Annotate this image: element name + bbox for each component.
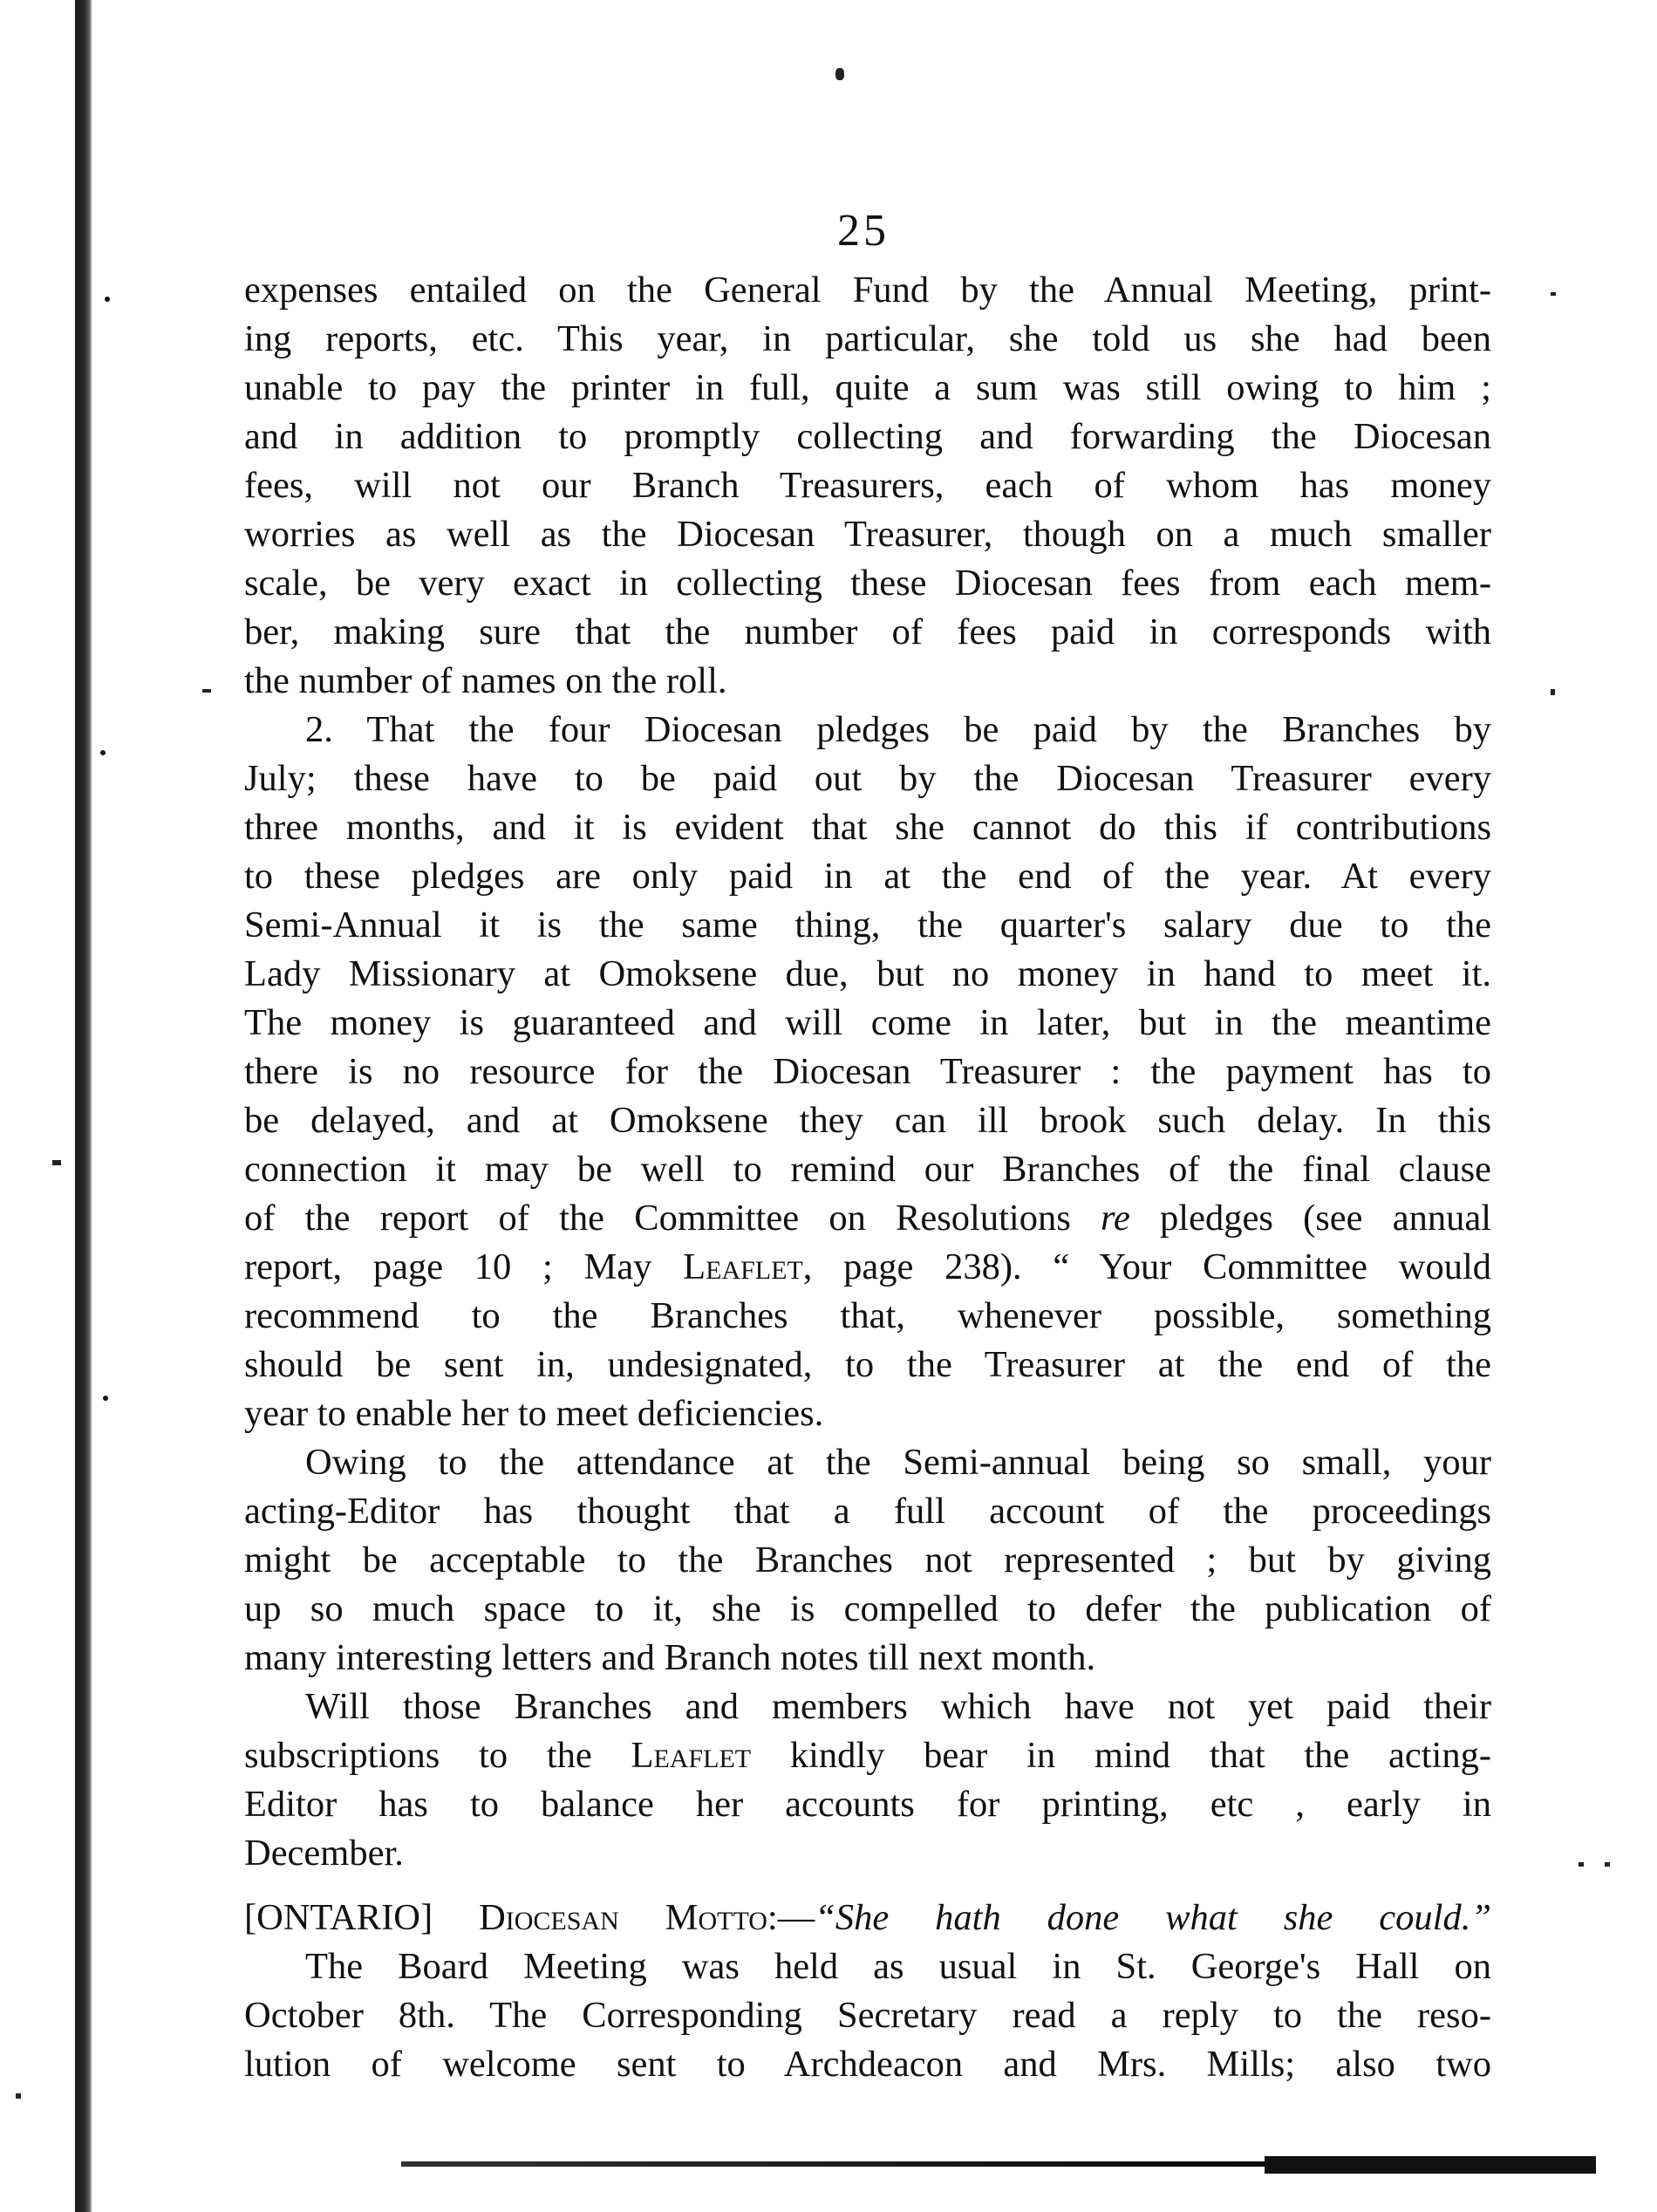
motto-heading xyxy=(244,1894,1491,1942)
scan-speck xyxy=(105,297,110,302)
text-line: worries as well as the Diocesan Treasurer, though on a much smaller xyxy=(244,514,1491,555)
text-line: connection it may be well to remind our Branches of the final clause xyxy=(244,1149,1491,1190)
text-line: should be sent in, undesignated, to the Treasurer at the end of the xyxy=(244,1344,1491,1385)
diocese-label: [ONTARIO] xyxy=(244,1897,433,1938)
text-line: might be acceptable to the Branches not represented ; but by giving xyxy=(244,1540,1491,1580)
bottom-scan-shadow xyxy=(1265,2156,1596,2174)
italic-re: re xyxy=(1101,1198,1130,1239)
text-line: The money is guaranteed and will come in later, but in the meantime xyxy=(244,1002,1491,1043)
text-fragment: of the report of the Committee on Resolutions xyxy=(244,1198,1071,1239)
leaflet-smallcaps: Leaflet xyxy=(631,1735,752,1776)
paragraph-gap xyxy=(244,1878,1491,1894)
text-fragment: report, page 10 ; May xyxy=(244,1246,652,1287)
body-text xyxy=(244,266,1491,2089)
margin-mark xyxy=(52,1160,61,1165)
text-fragment: pledges (see annual xyxy=(1129,1198,1492,1239)
motto-label: Diocesan Motto:— xyxy=(479,1897,815,1938)
page-number: 25 xyxy=(837,206,890,256)
text-line: ing reports, etc. This year, in particular, she told us she had been xyxy=(244,318,1491,359)
text-line: up so much space to it, she is compelled to defer the publication of xyxy=(244,1588,1491,1629)
text-line: The Board Meeting was held as usual in St. George's Hall on xyxy=(305,1946,1491,1987)
text-line: Lady Missionary at Omoksene due, but no money in hand to meet it. xyxy=(244,953,1491,994)
text-line: and in addition to promptly collecting and forwarding the Diocesan xyxy=(244,416,1491,457)
text-line: Editor has to balance her accounts for printing, etc , early in xyxy=(244,1784,1491,1825)
scan-mark-top xyxy=(835,68,844,80)
text-line: there is no resource for the Diocesan Treasurer : the payment has to xyxy=(244,1051,1491,1092)
text-line: be delayed, and at Omoksene they can ill brook such delay. In this xyxy=(244,1100,1491,1141)
text-line: the number of names on the roll. xyxy=(244,660,727,701)
text-line: Owing to the attendance at the Semi-annual being so small, your xyxy=(305,1442,1491,1483)
text-line: recommend to the Branches that, whenever possible, something xyxy=(244,1295,1491,1336)
text-line: three months, and it is evident that she cannot do this if contributions xyxy=(244,807,1491,848)
margin-mark xyxy=(16,2093,21,2099)
scan-speck xyxy=(103,1396,108,1401)
leaflet-smallcaps: Leaflet xyxy=(683,1246,803,1287)
text-line: 2. That the four Diocesan pledges be paid by the Branches by xyxy=(305,709,1491,750)
margin-mark xyxy=(1551,292,1556,296)
text-line: to these pledges are only paid in at the end of the year. At every xyxy=(244,856,1491,897)
text-line: fees, will not our Branch Treasurers, each of whom has money xyxy=(244,465,1491,506)
text-line: ber, making sure that the number of fees paid in corresponds with xyxy=(244,611,1491,652)
text-fragment: kindly bear in mind that the acting- xyxy=(751,1735,1491,1776)
text-line: July; these have to be paid out by the Diocesan Treasurer every xyxy=(244,758,1491,799)
text-line: scale, be very exact in collecting these Diocesan fees from each mem- xyxy=(244,563,1491,604)
text-line: expenses entailed on the General Fund by the Annual Meeting, print- xyxy=(244,270,1491,311)
text-fragment: , page 238). “ Your Committee would xyxy=(802,1246,1492,1287)
text-line: December. xyxy=(244,1833,404,1874)
text-line: Semi-Annual it is the same thing, the quarter's salary due to the xyxy=(244,905,1491,946)
motto-text: “She hath done what she could.” xyxy=(815,1897,1491,1938)
text-line: year to enable her to meet deficiencies. xyxy=(244,1393,824,1434)
margin-mark xyxy=(1605,1862,1610,1867)
text-line xyxy=(244,1194,1491,1243)
text-line: October 8th. The Corresponding Secretary read a reply to the reso- xyxy=(244,1995,1491,2036)
text-line xyxy=(244,1731,1491,1780)
scan-speck xyxy=(100,750,106,755)
text-line: acting-Editor has thought that a full account of the proceedings xyxy=(244,1491,1491,1532)
text-line: unable to pay the printer in full, quite a sum was still owing to him ; xyxy=(244,367,1491,408)
binding-shadow xyxy=(75,0,92,2212)
margin-mark xyxy=(1551,689,1555,695)
text-line: lution of welcome sent to Archdeacon and Mrs. Mills; also two xyxy=(244,2044,1491,2085)
text-line xyxy=(244,1243,1491,1292)
margin-mark xyxy=(202,689,211,693)
text-line: many interesting letters and Branch notes till next month. xyxy=(244,1637,1096,1678)
text-line: Will those Branches and members which have not yet paid their xyxy=(305,1686,1491,1727)
margin-mark xyxy=(1579,1862,1584,1867)
text-fragment: subscriptions to the xyxy=(244,1735,592,1776)
